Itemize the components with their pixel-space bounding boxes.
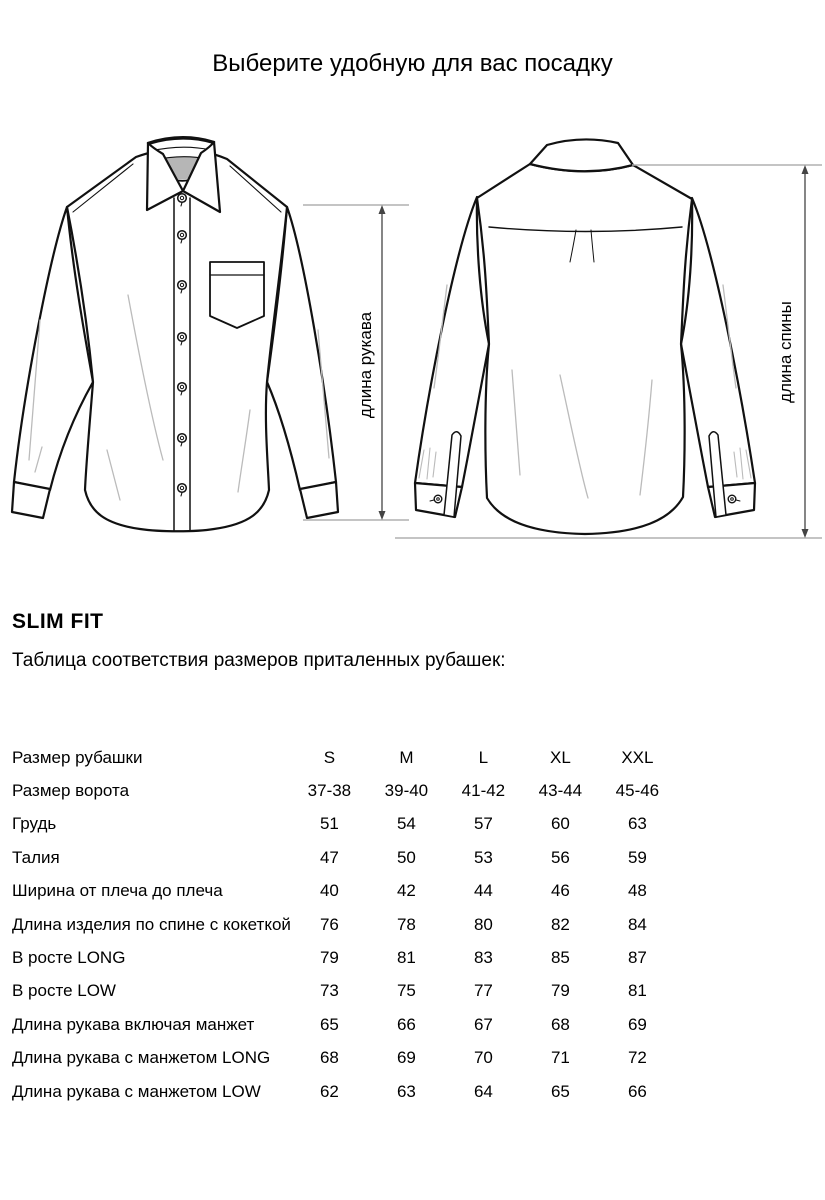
fit-heading: SLIM FIT [12,610,104,633]
row-label-cell: Длина рукава включая манжет [12,1014,255,1034]
value-cell: 82 [550,914,570,934]
front-left-cuff [12,482,50,518]
table-row [12,875,676,908]
value-cell: 69 [396,1048,416,1068]
shirt-diagram-svg [0,120,825,560]
table-caption: Таблица соответствия размеров приталенных рубашек: [12,650,506,671]
value-cell: 39-40 [384,781,429,801]
size-table-header-row [12,741,676,774]
table-row [12,1042,676,1075]
row-label-cell: Длина изделия по спине с кокеткой [12,914,291,934]
value-cell: 56 [550,847,570,867]
value-cell: 75 [396,981,416,1001]
front-body [67,149,287,531]
value-cell: 76 [319,914,339,934]
table-row [12,908,676,941]
value-cell: 73 [319,981,339,1001]
size-column-header: XL [550,747,571,767]
value-cell: 59 [627,847,647,867]
value-cell: 71 [550,1048,570,1068]
row-label-cell: Ширина от плеча до плеча [12,881,223,901]
value-cell: 53 [473,847,493,867]
table-row [12,941,676,974]
value-cell: 48 [627,881,647,901]
table-row [12,774,676,807]
value-cell: 79 [550,981,570,1001]
value-cell: 62 [319,1081,339,1101]
value-cell: 83 [473,948,493,968]
value-cell: 69 [627,1014,647,1034]
value-cell: 47 [319,847,339,867]
chest-pocket [210,262,264,328]
back-collar [530,139,633,171]
row-label-cell: Длина рукава с манжетом LONG [12,1048,271,1068]
row-label-cell: Длина рукава с манжетом LOW [12,1081,261,1101]
row-label-cell: В росте LOW [12,981,116,1001]
sleeve-length-label: длина рукава [356,311,375,419]
shirt-diagram [0,120,825,560]
value-cell: 63 [396,1081,416,1101]
row-label-cell: Талия [12,847,60,867]
value-cell: 64 [473,1081,493,1101]
value-cell: 37-38 [307,781,352,801]
table-row [12,1075,676,1108]
value-cell: 66 [627,1081,647,1101]
value-cell: 77 [473,981,493,1001]
value-cell: 65 [550,1081,570,1101]
value-cell: 67 [473,1014,493,1034]
back-length-label: длина спины [776,301,795,403]
value-cell: 42 [396,881,416,901]
value-cell: 65 [319,1014,339,1034]
shirt-back-drawing [415,139,755,534]
value-cell: 72 [627,1048,647,1068]
table-row [12,841,676,874]
value-cell: 51 [319,814,339,834]
value-cell: 63 [627,814,647,834]
value-cell: 81 [627,981,647,1001]
value-cell: 87 [627,948,647,968]
front-right-cuff [300,482,338,518]
table-row [12,975,676,1008]
value-cell: 50 [396,847,416,867]
value-cell: 41-42 [461,781,506,801]
size-column-header: XXL [621,747,654,767]
value-cell: 60 [550,814,570,834]
shirt-front-drawing [12,137,338,531]
value-cell: 66 [396,1014,416,1034]
header-label-cell: Размер рубашки [12,747,143,767]
value-cell: 78 [396,914,416,934]
size-table [12,741,676,1108]
table-row [12,808,676,841]
value-cell: 84 [627,914,647,934]
table-row [12,1008,676,1041]
value-cell: 80 [473,914,493,934]
value-cell: 70 [473,1048,493,1068]
value-cell: 79 [319,948,339,968]
size-column-header: L [478,747,489,767]
value-cell: 44 [473,881,493,901]
back-body [477,164,692,534]
value-cell: 46 [550,881,570,901]
value-cell: 68 [550,1014,570,1034]
value-cell: 45-46 [615,781,660,801]
value-cell: 54 [396,814,416,834]
row-label-cell: В росте LONG [12,948,126,968]
value-cell: 57 [473,814,493,834]
value-cell: 40 [319,881,339,901]
value-cell: 81 [396,948,416,968]
value-cell: 43-44 [538,781,583,801]
value-cell: 85 [550,948,570,968]
row-label-cell: Размер ворота [12,781,130,801]
value-cell: 68 [319,1048,339,1068]
size-table-body [12,774,676,1108]
row-label-cell: Грудь [12,814,57,834]
page-title: Выберите удобную для вас посадку [212,50,613,77]
size-column-header: S [323,747,336,767]
size-column-header: M [399,747,414,767]
